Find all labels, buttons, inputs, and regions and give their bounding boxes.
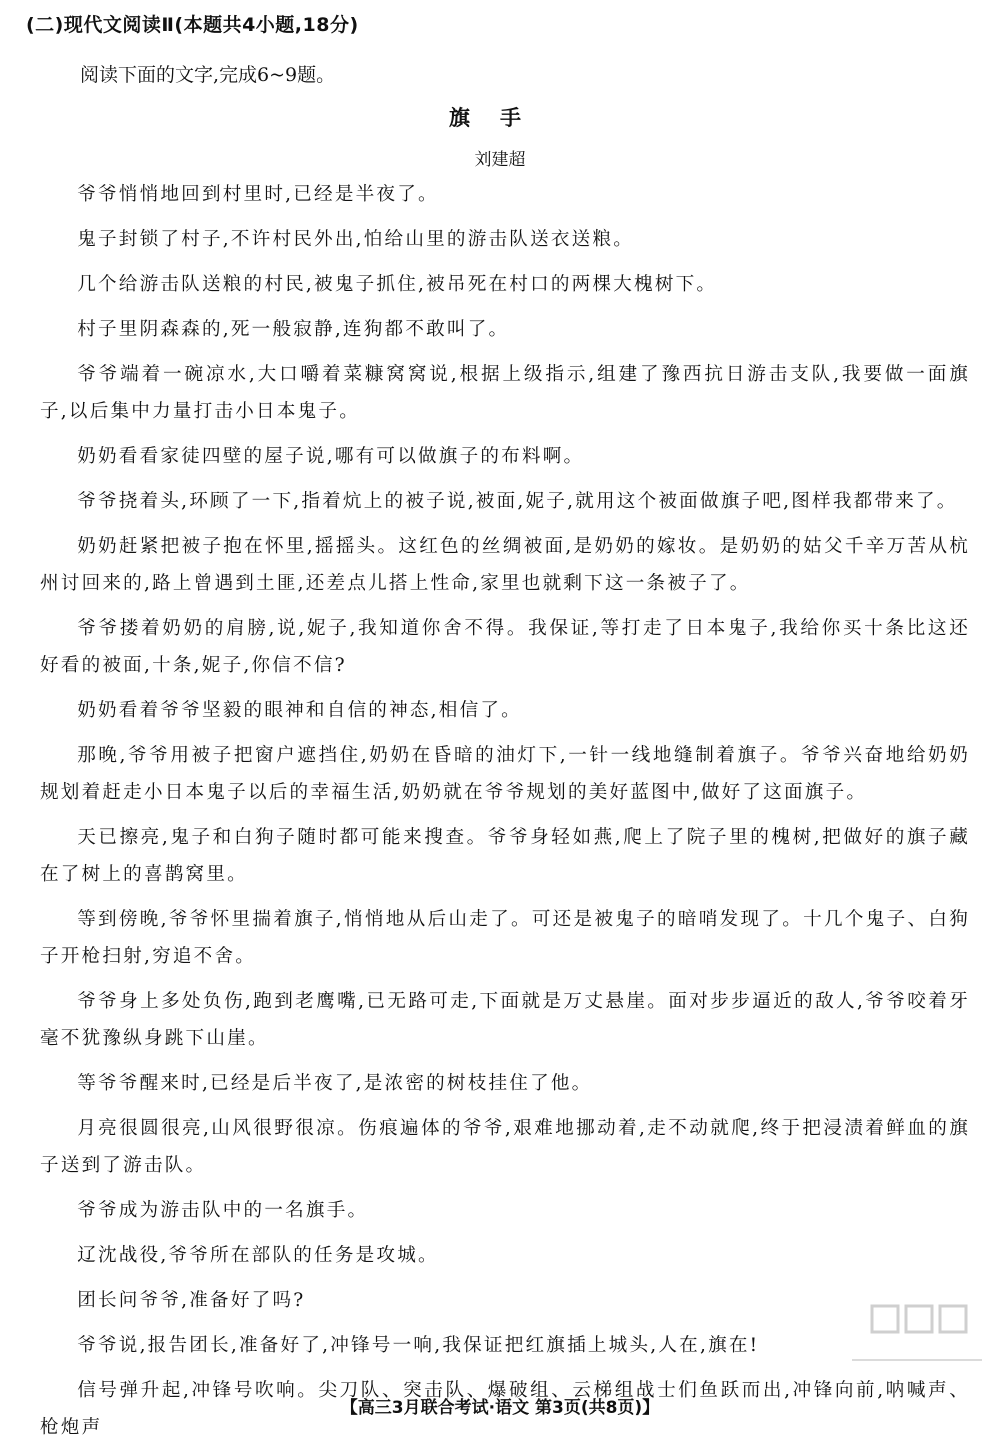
paragraph: 信号弹升起,冲锋号吹响。尖刀队、突击队、爆破组、云梯组战士们鱼跃而出,冲锋向前,呐喊声、枪炮声 [40,1380,970,1438]
paragraph: 爷爷挠着头,环顾了一下,指着炕上的被子说,被面,妮子,就用这个被面做旗子吧,图样我都带来了。 [77,491,958,512]
paragraph: 天已擦亮,鬼子和白狗子随时都可能来搜查。爷爷身轻如燕,爬上了院子里的槐树,把做好的旗子藏在了树上的喜鹊窝里。 [40,827,970,885]
watermark-logo [842,1300,992,1390]
paragraph: 等爷爷醒来时,已经是后半夜了,是浓密的树枝挂住了他。 [77,1073,593,1094]
paragraph: 奶奶看看家徒四壁的屋子说,哪有可以做旗子的布料啊。 [77,446,585,467]
paragraph: 月亮很圆很亮,山风很野很凉。伤痕遍体的爷爷,艰难地挪动着,走不动就爬,终于把浸渍着鲜血的旗子送到了游击队。 [40,1118,970,1176]
reading-instruction: 阅读下面的文字,完成6~9题。 [80,64,336,86]
paragraph: 村子里阴森森的,死一般寂静,连狗都不敢叫了。 [77,319,510,340]
paragraph: 等到傍晚,爷爷怀里揣着旗子,悄悄地从后山走了。可还是被鬼子的暗哨发现了。十几个鬼子、白狗子开枪扫射,穷追不舍。 [40,909,970,967]
paragraph: 团长问爷爷,准备好了吗? [77,1290,306,1311]
article-body [40,176,970,1454]
paragraph: 奶奶看着爷爷坚毅的眼神和自信的神态,相信了。 [77,700,522,721]
paragraph: 爷爷身上多处负伤,跑到老鹰嘴,已无路可走,下面就是万丈悬崖。面对步步逼近的敌人,爷爷咬着牙毫不犹豫纵身跳下山崖。 [40,991,970,1049]
paragraph: 爷爷搂着奶奶的肩膀,说,妮子,我知道你舍不得。我保证,等打走了日本鬼子,我给你买十条比这还好看的被面,十条,妮子,你信不信? [40,618,970,676]
article-title: 旗手 [449,106,551,130]
section-heading: (二)现代文阅读Ⅱ(本题共4小题,18分) [26,14,359,36]
page-footer: 【高三3月联合考试·语文 第3页(共8页)】 [340,1398,660,1418]
paragraph: 爷爷悄悄地回到村里时,已经是半夜了。 [77,184,439,205]
paragraph: 奶奶赶紧把被子抱在怀里,摇摇头。这红色的丝绸被面,是奶奶的嫁妆。是奶奶的姑父千辛万苦从杭州讨回来的,路上曾遇到土匪,还差点儿搭上性命,家里也就剩下这一条被子了。 [40,536,970,594]
paragraph: 爷爷说,报告团长,准备好了,冲锋号一响,我保证把红旗插上城头,人在,旗在! [77,1335,760,1356]
paragraph: 那晚,爷爷用被子把窗户遮挡住,奶奶在昏暗的油灯下,一针一线地缝制着旗子。爷爷兴奋地给奶奶规划着赶走小日本鬼子以后的幸福生活,奶奶就在爷爷规划的美好蓝图中,做好了这面旗子。 [40,745,970,803]
paragraph: 几个给游击队送粮的村民,被鬼子抓住,被吊死在村口的两棵大槐树下。 [77,274,718,295]
paragraph: 辽沈战役,爷爷所在部队的任务是攻城。 [77,1245,439,1266]
article-author: 刘建超 [474,150,526,170]
paragraph: 爷爷端着一碗凉水,大口嚼着菜糠窝窝说,根据上级指示,组建了豫西抗日游击支队,我要做一面旗子,以后集中力量打击小日本鬼子。 [40,364,970,422]
paragraph: 爷爷成为游击队中的一名旗手。 [77,1200,369,1221]
paragraph: 鬼子封锁了村子,不许村民外出,怕给山里的游击队送衣送粮。 [77,229,635,250]
